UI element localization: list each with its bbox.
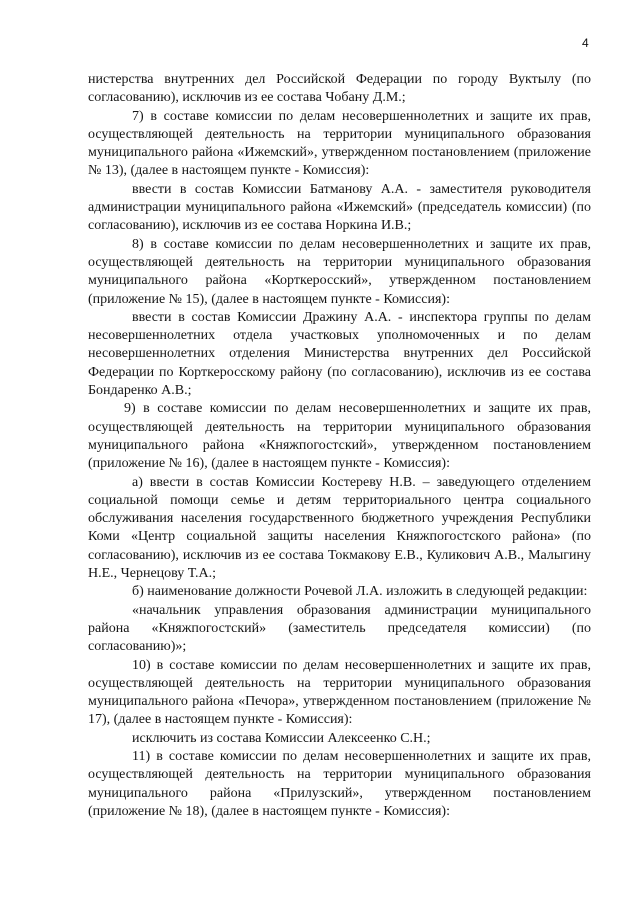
paragraph-11: исключить из состава Комиссии Алексеенко С.Н.; [132, 730, 431, 746]
paragraph-8: б) наименование должности Рочевой Л.А. изложить в следующей редакции: [132, 584, 588, 600]
paragraph-5: ввести в состав Комиссии Дражину А.А. - инспектора группы по делам несовершеннолетних отдела участковых уполномоченных и по делам несовершеннолетних отделения Министерства внутренних дел Российской Федерации по Корткеросскому району (по согласованию), исключив из ее состава Бондаренко А.В.; [88, 309, 591, 399]
paragraph-2: 7) в составе комиссии по делам несовершеннолетних и защите их прав, осуществляющей деятельность на территории муниципального образования муниципального района «Ижемский», утвержденном постановлением (приложение № 13), (далее в настоящем пункте - Комиссия): [88, 108, 591, 179]
paragraph-1: нистерства внутренних дел Российской Федерации по городу Вуктылу (по согласованию), исключив из ее состава Чобану Д.М.; [88, 72, 591, 106]
paragraph-9: «начальник управления образования администрации муниципального района «Княжпогостский» (заместитель председателя комиссии) (по согласованию)»; [88, 602, 591, 655]
paragraph-6: 9) в составе комиссии по делам несовершеннолетних и защите их прав, осуществляющей деятельность на территории муниципального образования муниципального района «Княжпогостский», утвержденном постановлением (приложение № 16), (далее в настоящем пункте - Комиссия): [88, 401, 591, 472]
paragraph-7: а) ввести в состав Комиссии Костереву Н.В. – заведующего отделением социальной помощи семье и детям территориального центра социального обслуживания населения государственного бюджетного учреждения Республики Коми «Центр социальной защиты населения Княжпогостского района» (по согласованию), исключив из ее состава Токмакову Е.В., Куликович А.В., Малыгину Н.Е., Чернецову Т.А.; [88, 474, 591, 582]
paragraph-3: ввести в состав Комиссии Батманову А.А. - заместителя руководителя администрации муниципального района «Ижемский» (председатель комиссии) (по согласованию), исключив из ее состава Норкина И.В.; [88, 181, 591, 234]
page-number: 4 [582, 36, 589, 50]
paragraph-10: 10) в составе комиссии по делам несовершеннолетних и защите их прав, осуществляющей деятельность на территории муниципального образования муниципального района «Печора», утвержденном постановлением (приложение № 17), (далее в настоящем пункте - Комиссия): [88, 657, 591, 728]
paragraph-4: 8) в составе комиссии по делам несовершеннолетних и защите их прав, осуществляющей деятельность на территории муниципального образования муниципального района «Корткеросский», утвержденном постановлением (приложение № 15), (далее в настоящем пункте - Комиссия): [88, 236, 591, 307]
document-body [88, 71, 591, 821]
paragraph-12: 11) в составе комиссии по делам несовершеннолетних и защите их прав, осуществляющей деятельность на территории муниципального образования муниципального района «Прилузский», утвержденном постановлением (приложение № 18), (далее в настоящем пункте - Комиссия): [88, 748, 591, 819]
